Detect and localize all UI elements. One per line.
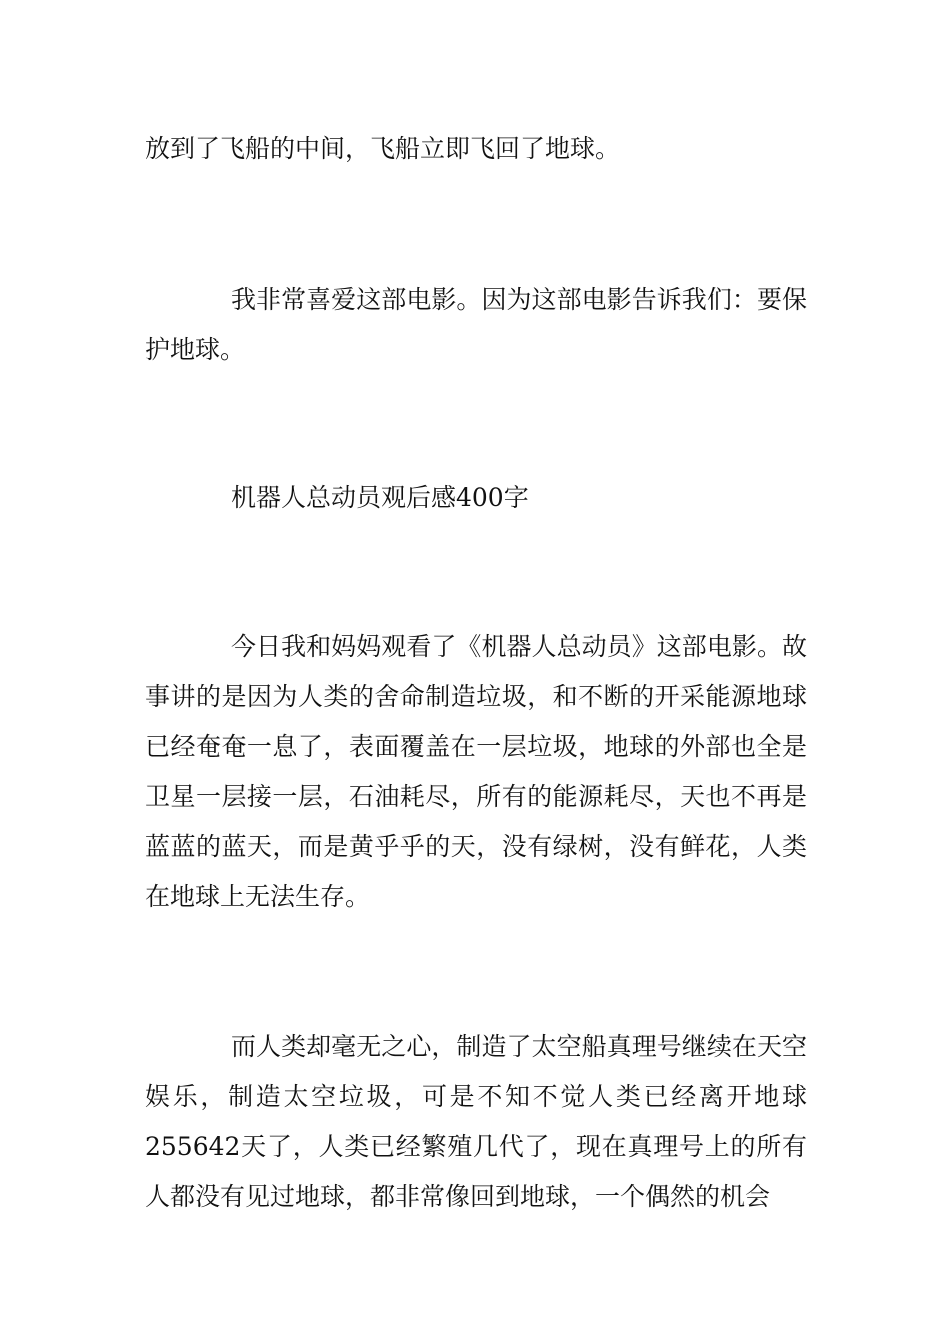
paragraph-story: 今日我和妈妈观看了《机器人总动员》这部电影。故事讲的是因为人类的舍命制造垃圾，和不断的开采能源地球已经奄奄一息了，表面覆盖在一层垃圾，地球的外部也全是卫星一层接一层，石油耗尽，所有的能源耗尽，天也不再是蓝蓝的蓝天，而是黄乎乎的天，没有绿树，没有鲜花，人类在地球上无法生存。 — [145, 632, 807, 911]
section-heading: 机器人总动员观后感400字 — [231, 483, 529, 512]
paragraph-continuation: 放到了飞船的中间，飞船立即飞回了地球。 — [145, 134, 621, 163]
paragraph-opinion: 我非常喜爱这部电影。因为这部电影告诉我们：要保护地球。 — [145, 285, 807, 364]
paragraph-humans: 而人类却毫无之心，制造了太空船真理号继续在天空娱乐，制造太空垃圾，可是不知不觉人类已经离开地球255642天了，人类已经繁殖几代了，现在真理号上的所有人都没有见过地球，都非常像回到地球，一个偶然的机会 — [145, 1032, 807, 1211]
